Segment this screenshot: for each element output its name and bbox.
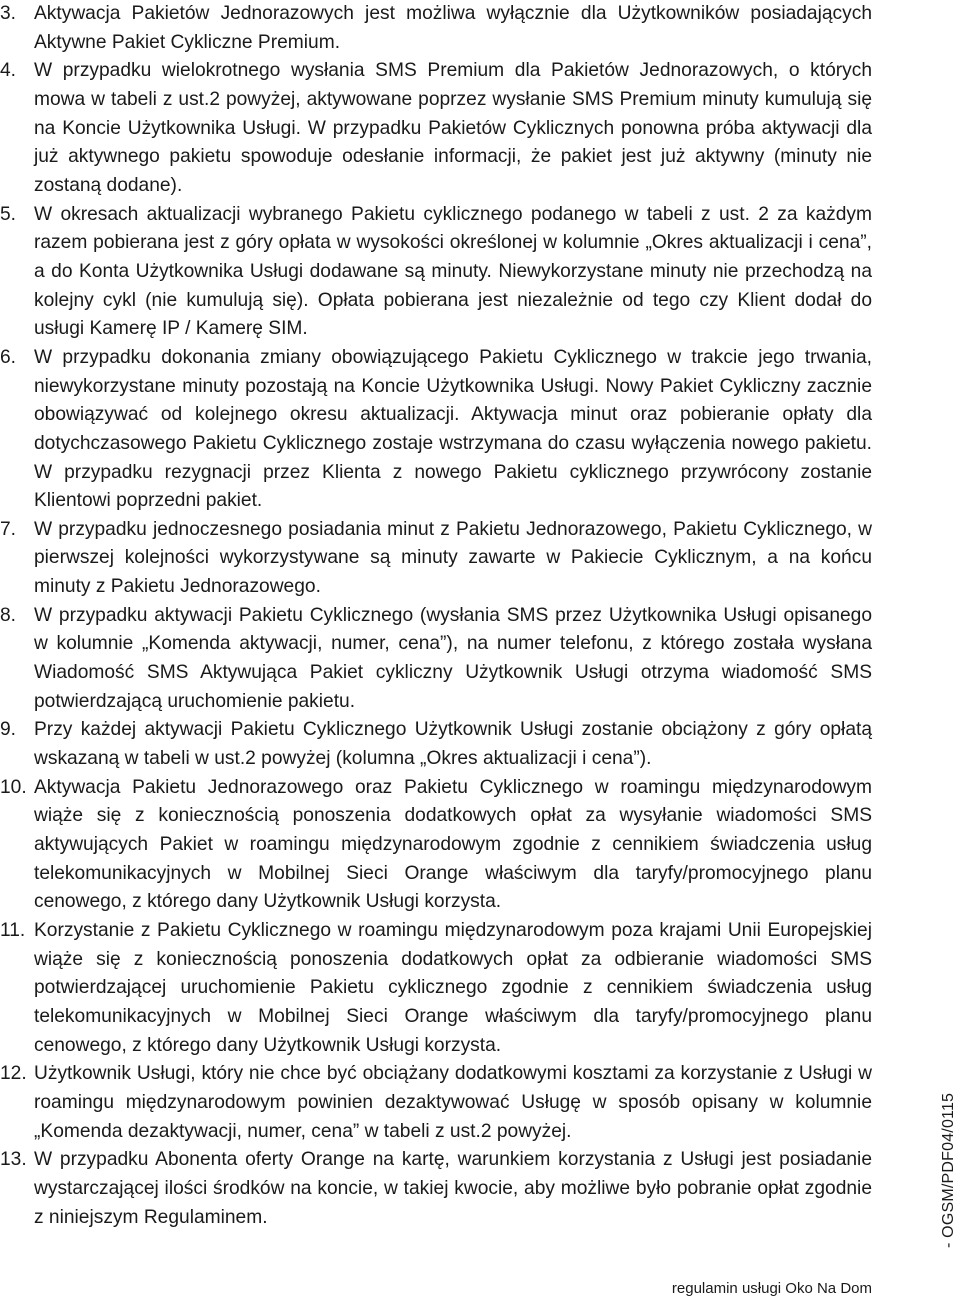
list-item-5 <box>0 201 872 344</box>
list-item-12 <box>0 1060 872 1146</box>
list-item-8 <box>0 602 872 717</box>
item-text: Korzystanie z Pakietu Cyklicznego w roamingu międzynarodowym poza krajami Unii Europejskiej wiąże się z koniecznością ponoszenia dodatkowych opłat za odbieranie wiadomości SMS potwierdzającej uruchomienie Pakietu cyklicznego zgodnie z cennikiem świadczenia usług telekomunikacyjnych w Mobilnej Sieci Orange właściwym dla taryfy/promocyjnego planu cenowego, z którego dany Użytkownik Usługi korzysta. <box>34 920 872 1056</box>
list-item-11 <box>0 917 872 1060</box>
item-number: 5. <box>0 203 17 225</box>
list-item-3 <box>0 0 872 57</box>
item-text: W przypadku Abonenta oferty Orange na kartę, warunkiem korzystania z Usługi jest posiadanie wystarczającej ilości środków na koncie, w takiej kwocie, aby możliwe było pobranie opłat zgodnie z niniejszym Regulaminem. <box>34 1149 872 1228</box>
item-number: 7. <box>0 518 17 540</box>
list-item-4 <box>0 57 872 200</box>
item-number: 3. <box>0 3 17 24</box>
item-number: 8. <box>0 604 17 626</box>
list-item-7 <box>0 516 872 602</box>
item-text: Przy każdej aktywacji Pakietu Cyklicznego Użytkownik Usługi zostanie obciążony z góry opłatą wskazaną w tabeli w ust.2 powyżej (kolumna „Okres aktualizacji i cena”). <box>34 719 872 770</box>
item-text: W okresach aktualizacji wybranego Pakietu cyklicznego podanego w tabeli z ust. 2 za każdym razem pobierana jest z góry opłata w wysokości określonej w kolumnie „Okres aktualizacji i cena”, a do Konta Użytkownika Usługi dodawane są minuty. Niewykorzystane minuty nie przechodzą na kolejny cykl (nie kumulują się). Opłata pobierana jest niezależnie od tego czy Klient dodał do usługi Kamerę IP / Kamerę SIM. <box>34 203 872 340</box>
item-text: Aktywacja Pakietu Jednorazowego oraz Pakietu Cyklicznego w roamingu międzynarodowym wiąże się z koniecznością ponoszenia dodatkowych opłat za wysyłanie wiadomości SMS aktywujących Pakiet w roamingu międzynarodowym zgodnie z cennikiem świadczenia usług telekomunikacyjnych w Mobilnej Sieci Orange właściwym dla taryfy/promocyjnego planu cenowego, z którego dany Użytkownik Usługi korzysta. <box>34 776 872 913</box>
page-footer: regulamin usługi Oko Na Dom <box>671 1280 872 1297</box>
item-number: 6. <box>0 346 17 368</box>
list-item-6 <box>0 344 872 516</box>
item-text: W przypadku aktywacji Pakietu Cyklicznego (wysłania SMS przez Użytkownika Usługi opisanego w kolumnie „Komenda aktywacji, numer, cena”), na numer telefonu, z którego została wysłana Wiadomość SMS Aktywująca Pakiet cykliczny Użytkownik Usługi otrzyma wiadomość SMS potwierdzającą uruchomienie pakietu. <box>34 604 872 712</box>
item-text: Aktywacja Pakietów Jednorazowych jest możliwa wyłącznie dla Użytkowników posiadających Aktywne Pakiet Cykliczne Premium. <box>34 3 872 53</box>
list-item-13 <box>0 1146 872 1232</box>
item-number: 10. <box>0 776 27 798</box>
item-number: 13. <box>0 1149 27 1171</box>
item-number: 12. <box>0 1063 27 1085</box>
item-text: Użytkownik Usługi, który nie chce być obciążany dodatkowymi kosztami za korzystanie z Usługi w roamingu międzynarodowym powinien dezaktywować Usługę w sposób opisany w kolumnie „Komenda dezaktywacji, numer, cena” w tabeli z ust.2 powyżej. <box>34 1063 872 1142</box>
document-code-text: - OGSM/PDF04/0115 <box>940 1092 957 1248</box>
item-number: 4. <box>0 60 17 82</box>
list-item-10 <box>0 774 872 917</box>
item-text: W przypadku wielokrotnego wysłania SMS Premium dla Pakietów Jednorazowych, o których mowa w tabeli z ust.2 powyżej, aktywowane poprzez wysłanie SMS Premium minuty kumulują się na Koncie Użytkownika Usługi. W przypadku Pakietów Cyklicznych ponowna próba aktywacji dla już aktywnego pakietu spowoduje odesłanie informacji, że pakiet jest już aktywny (minuty nie zostaną dodane). <box>34 60 872 196</box>
item-number: 11. <box>0 920 26 941</box>
item-text: W przypadku jednoczesnego posiadania minut z Pakietu Jednorazowego, Pakietu Cyklicznego, w pierwszej kolejności wykorzystywane są minuty zawarte w Pakiecie Cyklicznym, a na końcu minuty z Pakietu Jednorazowego. <box>34 518 872 598</box>
list-item-9 <box>0 716 872 773</box>
item-number: 9. <box>0 719 17 741</box>
item-text: W przypadku dokonania zmiany obowiązującego Pakietu Cyklicznego w trakcie jego trwania, niewykorzystane minuty pozostają na Koncie Użytkownika Usługi. Nowy Pakiet Cykliczny zacznie obowiązywać od kolejnego okresu aktualizacji. Aktywacja minut oraz pobieranie opłaty dla dotychczasowego Pakietu Cyklicznego zostaje wstrzymana do czasu wyłączenia nowego pakietu. W przypadku rezygnacji przez Klienta z nowego Pakietu cyklicznego przywrócony zostanie Klientowi poprzedni pakiet. <box>34 346 872 512</box>
